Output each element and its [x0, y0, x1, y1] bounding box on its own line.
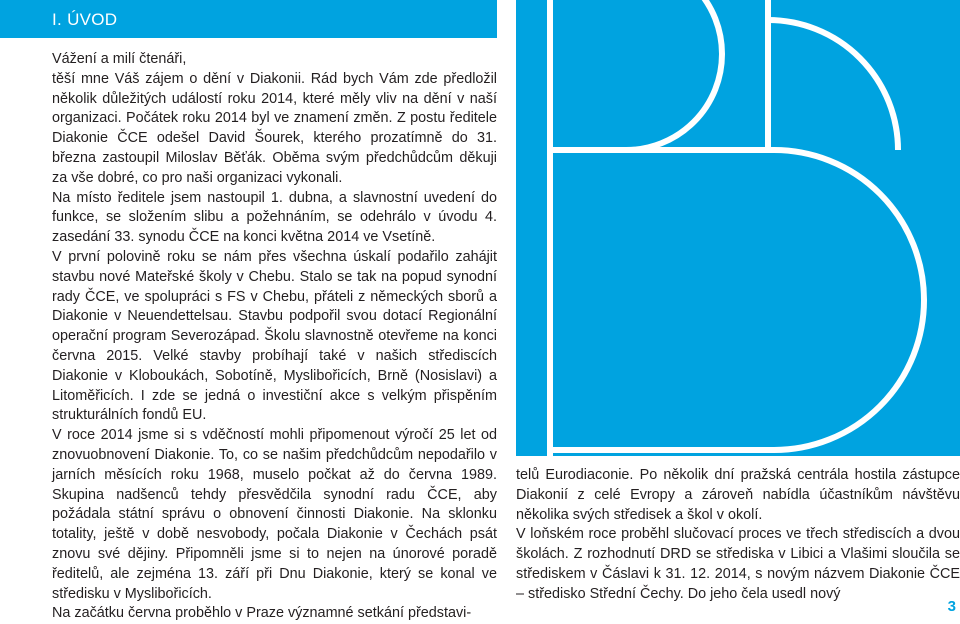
- section-header-bar: [0, 0, 497, 38]
- section-title: I. ÚVOD: [52, 10, 118, 29]
- page-number: 3: [947, 598, 956, 615]
- paragraph: Na místo ředitele jsem nastoupil 1. dubna, a slavnostní uvedení do funkce, se složením slibu a požehnáním, se odehrálo v úvodu 4. zasedání 33. synodu ČCE na konci května 2014 ve Vsetíně.: [52, 189, 497, 246]
- main-text-column-right: [516, 466, 960, 605]
- paragraph: V roce 2014 jsme si s vděčností mohli připomenout výročí 25 let od znovuobnovení Diakonie. To, co se našim předchůdcům nepodařilo v jarních měsících roku 1968, muselo počkat až do června 1989. Skupina nadšenců tehdy přesvědčila synodní radu ČCE, aby požádala státní správu o obnovení činnosti Diakonie. Na sklonku totality, ještě v době nesvobody, počala Diakonie v Čechách psát znovu své dějiny. Připomněli jsme si to nejen na únorové poradě ředitelů, ale zejména 13. září při Dnu Diakonie, který se konal ve středisku v Myslibořicích.: [52, 427, 497, 602]
- greeting: Vážení a milí čtenáři,: [52, 51, 187, 67]
- diakonie-logo-icon: [516, 0, 960, 456]
- paragraph: těší mne Váš zájem o dění v Diakonii. Rád bych Vám zde předložil několik důležitých událostí roku 2014, které měly vliv na dění v naší organizaci. Počátek roku 2014 byl ve znamení změn. Z postu ředitele Diakonie ČCE odešel David Šourek, kterého prozatímně do 31. března zastoupil Miloslav Běťák. Oběma svým předchůdcům děkuji za vše dobré, co pro naši organizaci vykonali.: [52, 70, 497, 186]
- paragraph: telů Eurodiaconie. Po několik dní pražská centrála hostila zástupce Diakonií z celé Evropy a zároveň nabídla účastníkům návštěvu několika svých středisek a škol v okolí.: [516, 467, 960, 523]
- paragraph: V první polovině roku se nám přes všechna úskalí podařilo zahájit stavbu nové Mateřské školy v Chebu. Stalo se tak na popud synodní rady ČCE, ve spolupráci s FS v Chebu, přáteli z německých sborů a Diakonie v Neuendettelsau. Stavbu podpořil svou dotací Regionální operační program Severozápad. Školu slavnostně otevřeme na konci června 2015. Velké stavby probíhají také v našich střediscích Diakonie v Kloboukách, Sobotíně, Myslibořicích, Brně (Nosislavi) a Litoměřicích. I zde se jedná o investiční akce s velkým přispěním strukturálních fondů EU.: [52, 248, 497, 424]
- main-text-column-left: [52, 50, 497, 624]
- paragraph: V loňském roce proběhl slučovací proces ve třech střediscích a dvou školách. Z rozhodnutí DRD se střediska v Libici a Vlašimi sloučila se střediskem v Čáslavi k 31. 12. 2014, s novým názvem Diakonie ČCE – středisko Střední Čechy. Do jeho čela usedl nový: [516, 526, 960, 602]
- paragraph: Na začátku června proběhlo v Praze významné setkání představi-: [52, 605, 472, 622]
- logo-panel: [516, 0, 960, 456]
